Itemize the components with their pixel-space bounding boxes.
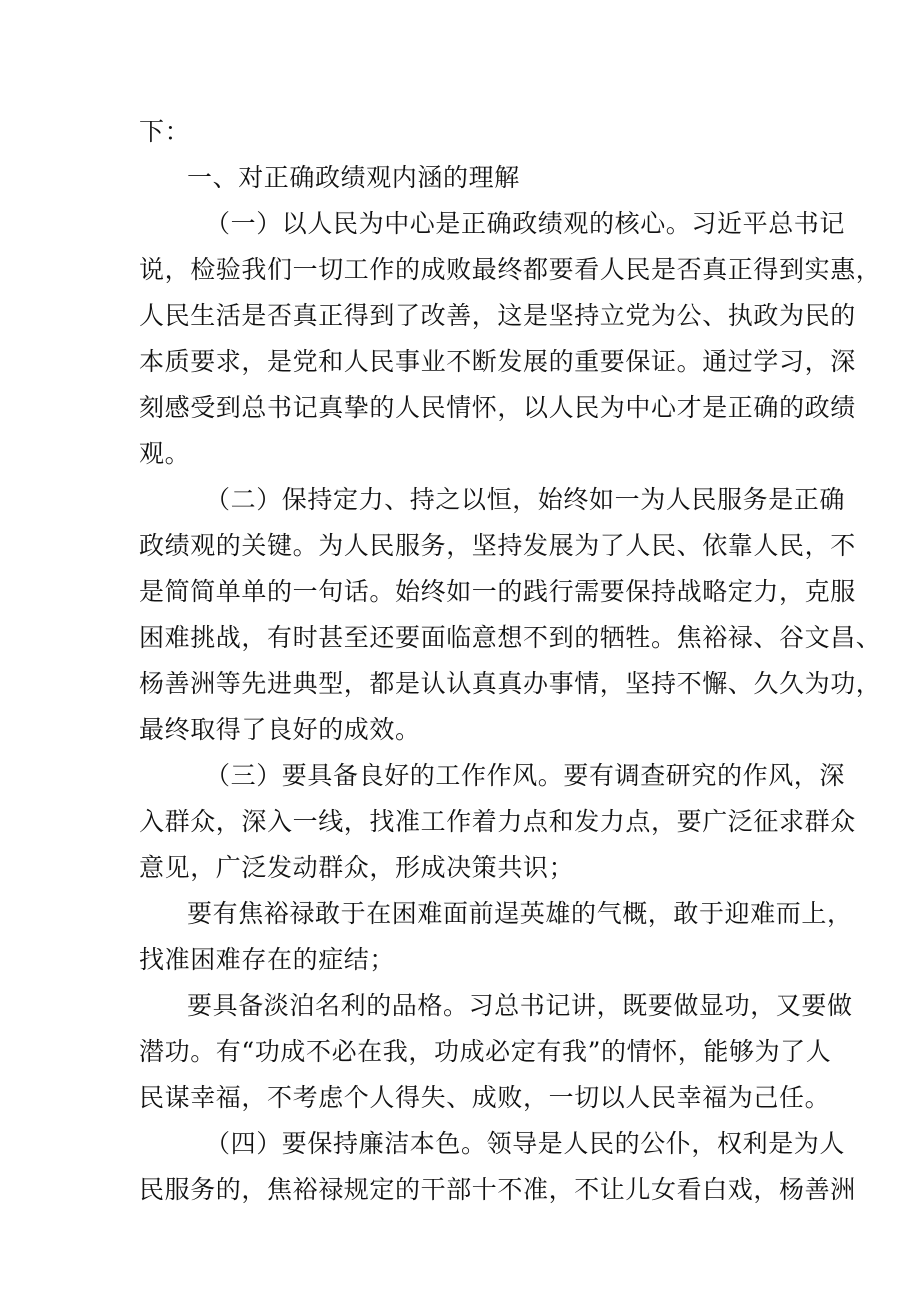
text-line: 要具备淡泊名利的品格。习总书记讲，既要做显功，又要做 bbox=[187, 991, 853, 1020]
text-line: 是简简单单的一句话。始终如一的践行需要保持战略定力，克服 bbox=[139, 577, 856, 606]
text-line: 政绩观的关键。为人民服务，坚持发展为了人民、依靠人民，不 bbox=[139, 531, 856, 560]
text-line: 找准困难存在的症结； bbox=[139, 945, 396, 974]
text-line: 困难挑战，有时甚至还要面临意想不到的牺牲。焦裕禄、谷文昌、 bbox=[139, 623, 882, 652]
text-line: 下： bbox=[139, 117, 191, 146]
text-line: 说，检验我们一切工作的成败最终都要看人民是否真正得到实惠， bbox=[139, 255, 882, 284]
text-line: 潜功。有“功成不必在我，功成必定有我”的情怀，能够为了人 bbox=[139, 1037, 832, 1066]
text-line: 观。 bbox=[139, 439, 191, 468]
text-line: （一）以人民为中心是正确政绩观的核心。习近平总书记 bbox=[205, 209, 846, 238]
text-line: 刻感受到总书记真挚的人民情怀，以人民为中心才是正确的政绩 bbox=[139, 393, 856, 422]
text-line: （二）保持定力、持之以恒，始终如一为人民服务是正确 bbox=[205, 485, 846, 514]
text-line: 入群众，深入一线，找准工作着力点和发力点，要广泛征求群众 bbox=[139, 807, 856, 836]
text-line: 要有焦裕禄敢于在困难面前逞英雄的气概，敢于迎难而上， bbox=[187, 899, 853, 928]
text-line: （四）要保持廉洁本色。领导是人民的公仆，权利是为人 bbox=[205, 1129, 846, 1158]
text-line: 人民生活是否真正得到了改善，这是坚持立党为公、执政为民的 bbox=[139, 301, 856, 330]
text-line: 杨善洲等先进典型，都是认认真真办事情，坚持不懈、久久为功， bbox=[139, 669, 882, 698]
text-line: （三）要具备良好的工作作风。要有调查研究的作风，深 bbox=[205, 761, 846, 790]
section-heading: 一、对正确政绩观内涵的理解 bbox=[187, 163, 520, 192]
text-line: 最终取得了良好的成效。 bbox=[139, 715, 421, 744]
text-line: 意见，广泛发动群众，形成决策共识； bbox=[139, 853, 575, 882]
text-line: 本质要求，是党和人民事业不断发展的重要保证。通过学习，深 bbox=[139, 347, 856, 376]
text-line: 民服务的，焦裕禄规定的干部十不准，不让儿女看白戏，杨善洲 bbox=[139, 1175, 856, 1204]
text-line: 民谋幸福，不考虑个人得失、成败，一切以人民幸福为己任。 bbox=[139, 1083, 831, 1112]
